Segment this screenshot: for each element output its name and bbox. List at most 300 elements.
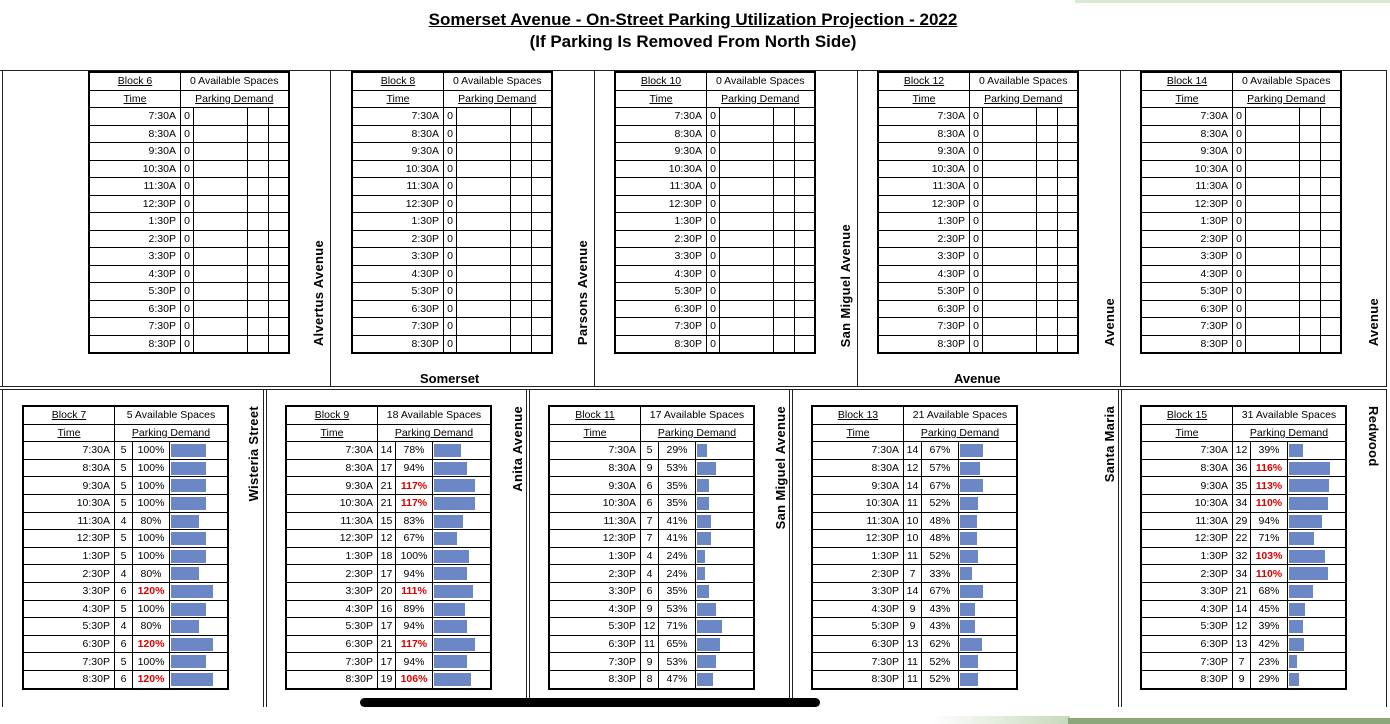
- time-cell: 7:30A: [549, 442, 641, 460]
- bar-cell: [170, 635, 229, 653]
- column-header-row: [615, 90, 815, 108]
- bar-cell: [696, 565, 755, 583]
- utilization-bar: [697, 462, 716, 475]
- table-row: [352, 318, 552, 336]
- bar-cell: [170, 459, 229, 477]
- time-cell: 7:30P: [812, 653, 904, 671]
- percent-cell: 94%: [396, 459, 433, 477]
- table-row: [615, 265, 815, 283]
- demand-cell: 4: [115, 512, 133, 530]
- percent-cell: [1246, 283, 1300, 301]
- bar-cell: [1037, 195, 1058, 213]
- time-cell: 8:30P: [23, 670, 115, 688]
- bar-cell: [1037, 143, 1058, 161]
- blank-cell: [1321, 248, 1341, 266]
- time-cell: 12:30P: [812, 530, 904, 548]
- time-cell: 7:30A: [1141, 108, 1233, 126]
- utilization-bar: [1289, 638, 1304, 651]
- table-row: [812, 653, 1017, 671]
- demand-cell: 10: [904, 512, 922, 530]
- block-label: Block 11: [549, 406, 641, 424]
- blank-cell: [532, 300, 552, 318]
- time-cell: 1:30P: [549, 547, 641, 565]
- street-label-anita: Anita Avenue: [510, 406, 525, 492]
- time-header: Time: [23, 424, 115, 442]
- table-row: [549, 494, 754, 512]
- table-row: [23, 635, 228, 653]
- utilization-bar: [960, 603, 975, 616]
- blank-cell: [269, 300, 289, 318]
- percent-cell: 94%: [396, 565, 433, 583]
- bar-cell: [433, 670, 492, 688]
- time-cell: 5:30P: [812, 618, 904, 636]
- percent-cell: [983, 300, 1037, 318]
- table-row: [286, 670, 491, 688]
- time-cell: 5:30P: [878, 283, 970, 301]
- bar-cell: [248, 160, 269, 178]
- blank-cell: [1321, 143, 1341, 161]
- table-row: [1141, 300, 1341, 318]
- demand-cell: 11: [904, 670, 922, 688]
- table-row: [1141, 335, 1341, 353]
- utilization-bar: [171, 655, 206, 668]
- time-cell: 3:30P: [549, 582, 641, 600]
- demand-cell: 0: [181, 143, 194, 161]
- time-cell: 8:30A: [549, 459, 641, 477]
- time-cell: 12:30P: [23, 530, 115, 548]
- time-cell: 4:30P: [89, 265, 181, 283]
- north-boundary-right: [1386, 70, 1387, 387]
- bar-cell: [774, 178, 795, 196]
- bar-cell: [959, 670, 1018, 688]
- block-header-row: [1141, 72, 1341, 90]
- blank-cell: [1321, 160, 1341, 178]
- bar-cell: [1300, 300, 1321, 318]
- parking-demand-header: Parking Demand: [641, 424, 755, 442]
- demand-cell: 0: [444, 160, 457, 178]
- table-row: [812, 618, 1017, 636]
- bar-cell: [1288, 670, 1347, 688]
- time-cell: 8:30A: [89, 125, 181, 143]
- time-cell: 7:30P: [286, 653, 378, 671]
- bar-cell: [433, 565, 492, 583]
- percent-cell: [194, 248, 248, 266]
- table-row: [615, 335, 815, 353]
- percent-cell: [983, 195, 1037, 213]
- percent-cell: [720, 143, 774, 161]
- bottom-accent-fade: [930, 716, 1070, 724]
- demand-cell: 0: [970, 230, 983, 248]
- demand-cell: 0: [444, 265, 457, 283]
- demand-cell: 5: [115, 547, 133, 565]
- percent-cell: [1246, 265, 1300, 283]
- demand-cell: 16: [378, 600, 396, 618]
- blank-cell: [1321, 283, 1341, 301]
- time-header: Time: [878, 90, 970, 108]
- bar-cell: [248, 230, 269, 248]
- utilization-bar: [171, 515, 199, 528]
- demand-cell: 34: [1233, 494, 1251, 512]
- blank-cell: [269, 178, 289, 196]
- demand-cell: 0: [181, 160, 194, 178]
- bar-cell: [1288, 442, 1347, 460]
- percent-cell: [983, 143, 1037, 161]
- table-row: [549, 600, 754, 618]
- table-row: [286, 582, 491, 600]
- demand-cell: 19: [378, 670, 396, 688]
- bar-cell: [959, 459, 1018, 477]
- table-row: [286, 547, 491, 565]
- bar-cell: [696, 442, 755, 460]
- blank-cell: [1058, 248, 1078, 266]
- bar-cell: [1288, 459, 1347, 477]
- table-row: [89, 335, 289, 353]
- time-cell: 6:30P: [1141, 300, 1233, 318]
- percent-cell: [983, 335, 1037, 353]
- table-row: [352, 125, 552, 143]
- block-header-row: [549, 406, 754, 424]
- bar-cell: [696, 670, 755, 688]
- demand-cell: 0: [970, 318, 983, 336]
- demand-cell: 21: [378, 477, 396, 495]
- time-cell: 1:30P: [878, 213, 970, 231]
- time-cell: 11:30A: [286, 512, 378, 530]
- home-indicator-bar[interactable]: [360, 698, 820, 707]
- bar-cell: [1300, 178, 1321, 196]
- percent-cell: [457, 230, 511, 248]
- column-header-row: [89, 90, 289, 108]
- percent-cell: 80%: [133, 565, 170, 583]
- bar-cell: [511, 160, 532, 178]
- time-cell: 1:30P: [89, 213, 181, 231]
- utilization-bar: [171, 603, 206, 616]
- table-row: [1141, 248, 1341, 266]
- time-cell: 8:30P: [286, 670, 378, 688]
- blank-cell: [795, 318, 815, 336]
- table-row: [23, 600, 228, 618]
- demand-cell: 14: [1233, 600, 1251, 618]
- utilization-bar: [171, 462, 206, 475]
- demand-cell: 0: [707, 230, 720, 248]
- percent-cell: 41%: [659, 512, 696, 530]
- time-cell: 6:30P: [89, 300, 181, 318]
- column-header-row: [549, 424, 754, 442]
- table-row: [23, 565, 228, 583]
- blank-cell: [795, 195, 815, 213]
- time-cell: 11:30A: [549, 512, 641, 530]
- time-cell: 1:30P: [23, 547, 115, 565]
- utilization-bar: [1289, 655, 1297, 668]
- percent-cell: 110%: [1251, 565, 1288, 583]
- blank-cell: [1058, 335, 1078, 353]
- bar-cell: [511, 248, 532, 266]
- percent-cell: 103%: [1251, 547, 1288, 565]
- percent-cell: [1246, 160, 1300, 178]
- time-cell: 11:30A: [1141, 178, 1233, 196]
- percent-cell: 100%: [133, 442, 170, 460]
- time-cell: 11:30A: [1141, 512, 1233, 530]
- percent-cell: [1246, 178, 1300, 196]
- time-cell: 6:30P: [23, 635, 115, 653]
- table-row: [812, 670, 1017, 688]
- demand-cell: 0: [707, 283, 720, 301]
- percent-cell: [720, 125, 774, 143]
- table-row: [352, 143, 552, 161]
- block-label: Block 9: [286, 406, 378, 424]
- percent-cell: 62%: [922, 635, 959, 653]
- utilization-bar: [697, 550, 705, 563]
- demand-cell: 29: [1233, 512, 1251, 530]
- bar-cell: [1300, 335, 1321, 353]
- demand-cell: 0: [1233, 195, 1246, 213]
- blank-cell: [269, 160, 289, 178]
- bar-cell: [248, 335, 269, 353]
- utilization-bar: [171, 620, 199, 633]
- table-row: [286, 653, 491, 671]
- demand-cell: 32: [1233, 547, 1251, 565]
- percent-cell: [457, 178, 511, 196]
- percent-cell: 78%: [396, 442, 433, 460]
- time-header: Time: [615, 90, 707, 108]
- demand-cell: 8: [641, 670, 659, 688]
- blank-cell: [795, 335, 815, 353]
- bar-cell: [774, 283, 795, 301]
- demand-cell: 0: [444, 230, 457, 248]
- percent-cell: 111%: [396, 582, 433, 600]
- demand-cell: 11: [904, 494, 922, 512]
- time-cell: 4:30P: [812, 600, 904, 618]
- blank-cell: [532, 283, 552, 301]
- time-cell: 9:30A: [615, 143, 707, 161]
- demand-cell: 0: [707, 178, 720, 196]
- demand-cell: 0: [444, 335, 457, 353]
- time-cell: 10:30A: [89, 160, 181, 178]
- street-label-parsons: Parsons Avenue: [575, 240, 590, 346]
- bar-cell: [511, 178, 532, 196]
- demand-cell: 21: [378, 494, 396, 512]
- bar-cell: [433, 530, 492, 548]
- demand-cell: 0: [1233, 125, 1246, 143]
- demand-cell: 6: [641, 582, 659, 600]
- percent-cell: [720, 230, 774, 248]
- street-center-line-2: [0, 389, 1386, 390]
- bar-cell: [774, 143, 795, 161]
- utilization-bar: [434, 673, 471, 686]
- utilization-bar: [960, 497, 978, 510]
- demand-cell: 5: [115, 653, 133, 671]
- percent-cell: [194, 125, 248, 143]
- demand-cell: 0: [970, 300, 983, 318]
- percent-cell: [720, 195, 774, 213]
- utilization-bar: [960, 462, 980, 475]
- blank-cell: [269, 213, 289, 231]
- block-header-row: [1141, 406, 1346, 424]
- available-spaces: 0 Available Spaces: [970, 72, 1078, 90]
- table-row: [812, 442, 1017, 460]
- time-cell: 6:30P: [549, 635, 641, 653]
- column-header-row: [878, 90, 1078, 108]
- demand-cell: 36: [1233, 459, 1251, 477]
- bar-cell: [511, 300, 532, 318]
- table-row: [549, 547, 754, 565]
- percent-cell: 120%: [133, 582, 170, 600]
- percent-cell: [1246, 248, 1300, 266]
- blank-cell: [1321, 265, 1341, 283]
- table-row: [286, 618, 491, 636]
- bar-cell: [959, 635, 1018, 653]
- bar-cell: [774, 265, 795, 283]
- time-cell: 1:30P: [352, 213, 444, 231]
- time-cell: 12:30P: [286, 530, 378, 548]
- demand-cell: 0: [970, 178, 983, 196]
- time-cell: 11:30A: [23, 512, 115, 530]
- bar-cell: [170, 600, 229, 618]
- blank-cell: [532, 108, 552, 126]
- bar-cell: [1300, 265, 1321, 283]
- table-row: [1141, 670, 1346, 688]
- bar-cell: [1300, 195, 1321, 213]
- table-row: [286, 494, 491, 512]
- bar-cell: [1037, 213, 1058, 231]
- bar-cell: [1288, 547, 1347, 565]
- bar-cell: [1288, 512, 1347, 530]
- block-table: [1140, 405, 1347, 690]
- time-cell: 7:30P: [1141, 318, 1233, 336]
- utilization-bar: [171, 550, 206, 563]
- table-row: [615, 143, 815, 161]
- table-row: [549, 477, 754, 495]
- table-row: [286, 477, 491, 495]
- parking-demand-header: Parking Demand: [444, 90, 552, 108]
- time-cell: 4:30P: [1141, 600, 1233, 618]
- blank-cell: [532, 213, 552, 231]
- table-row: [878, 265, 1078, 283]
- percent-cell: [1246, 143, 1300, 161]
- blank-cell: [532, 178, 552, 196]
- table-row: [878, 318, 1078, 336]
- demand-cell: 0: [970, 283, 983, 301]
- percent-cell: 35%: [659, 494, 696, 512]
- percent-cell: [720, 335, 774, 353]
- bar-cell: [696, 494, 755, 512]
- utilization-bar: [171, 567, 199, 580]
- bar-cell: [170, 512, 229, 530]
- percent-cell: 67%: [922, 442, 959, 460]
- table-row: [615, 318, 815, 336]
- percent-cell: 35%: [659, 477, 696, 495]
- table-row: [89, 230, 289, 248]
- percent-cell: [457, 265, 511, 283]
- time-cell: 5:30P: [549, 618, 641, 636]
- demand-cell: 0: [707, 125, 720, 143]
- percent-cell: 80%: [133, 618, 170, 636]
- blank-cell: [1321, 335, 1341, 353]
- demand-cell: 0: [707, 300, 720, 318]
- utilization-bar: [171, 585, 213, 598]
- utilization-bar: [1289, 497, 1328, 510]
- parking-demand-header: Parking Demand: [1233, 90, 1341, 108]
- bar-cell: [170, 582, 229, 600]
- utilization-bar: [960, 620, 975, 633]
- demand-cell: 0: [181, 230, 194, 248]
- percent-cell: [1246, 125, 1300, 143]
- time-cell: 10:30A: [812, 494, 904, 512]
- south-boundary-4: [1118, 389, 1122, 707]
- time-cell: 10:30A: [549, 494, 641, 512]
- street-label-san-miguel-bottom: San Miguel Avenue: [773, 406, 788, 530]
- table-row: [286, 565, 491, 583]
- table-row: [878, 160, 1078, 178]
- utilization-bar: [697, 497, 709, 510]
- column-header-row: [1141, 424, 1346, 442]
- bar-cell: [1300, 160, 1321, 178]
- percent-cell: 29%: [1251, 670, 1288, 688]
- time-cell: 7:30A: [1141, 442, 1233, 460]
- table-row: [352, 213, 552, 231]
- demand-cell: 14: [378, 442, 396, 460]
- blank-cell: [532, 143, 552, 161]
- utilization-bar: [1289, 515, 1322, 528]
- table-row: [89, 300, 289, 318]
- table-row: [23, 512, 228, 530]
- time-cell: 4:30P: [23, 600, 115, 618]
- time-cell: 3:30P: [23, 582, 115, 600]
- blank-cell: [1321, 125, 1341, 143]
- bar-cell: [511, 143, 532, 161]
- parking-demand-header: Parking Demand: [181, 90, 289, 108]
- percent-cell: 120%: [133, 635, 170, 653]
- table-row: [878, 125, 1078, 143]
- bar-cell: [248, 300, 269, 318]
- utilization-bar: [960, 479, 983, 492]
- demand-cell: 6: [115, 582, 133, 600]
- blank-cell: [795, 108, 815, 126]
- block-table: [351, 71, 553, 354]
- percent-cell: 67%: [922, 582, 959, 600]
- bar-cell: [248, 213, 269, 231]
- time-cell: 9:30A: [812, 477, 904, 495]
- time-cell: 1:30P: [286, 547, 378, 565]
- blank-cell: [532, 248, 552, 266]
- percent-cell: [1246, 300, 1300, 318]
- time-cell: 6:30P: [878, 300, 970, 318]
- utilization-bar: [434, 638, 475, 651]
- available-spaces: 31 Available Spaces: [1233, 406, 1347, 424]
- block-table: [1140, 71, 1342, 354]
- demand-cell: 0: [181, 300, 194, 318]
- demand-cell: 13: [904, 635, 922, 653]
- percent-cell: [1246, 318, 1300, 336]
- blank-cell: [795, 265, 815, 283]
- demand-cell: 0: [444, 125, 457, 143]
- table-row: [89, 108, 289, 126]
- table-row: [1141, 143, 1341, 161]
- demand-cell: 0: [444, 195, 457, 213]
- percent-cell: [457, 335, 511, 353]
- percent-cell: [720, 248, 774, 266]
- bar-cell: [1288, 600, 1347, 618]
- bar-cell: [1288, 477, 1347, 495]
- parking-demand-header: Parking Demand: [115, 424, 229, 442]
- percent-cell: [983, 213, 1037, 231]
- demand-cell: 0: [1233, 283, 1246, 301]
- table-row: [812, 582, 1017, 600]
- bar-cell: [696, 600, 755, 618]
- table-row: [878, 230, 1078, 248]
- demand-cell: 17: [378, 618, 396, 636]
- utilization-bar: [434, 479, 475, 492]
- bar-cell: [170, 670, 229, 688]
